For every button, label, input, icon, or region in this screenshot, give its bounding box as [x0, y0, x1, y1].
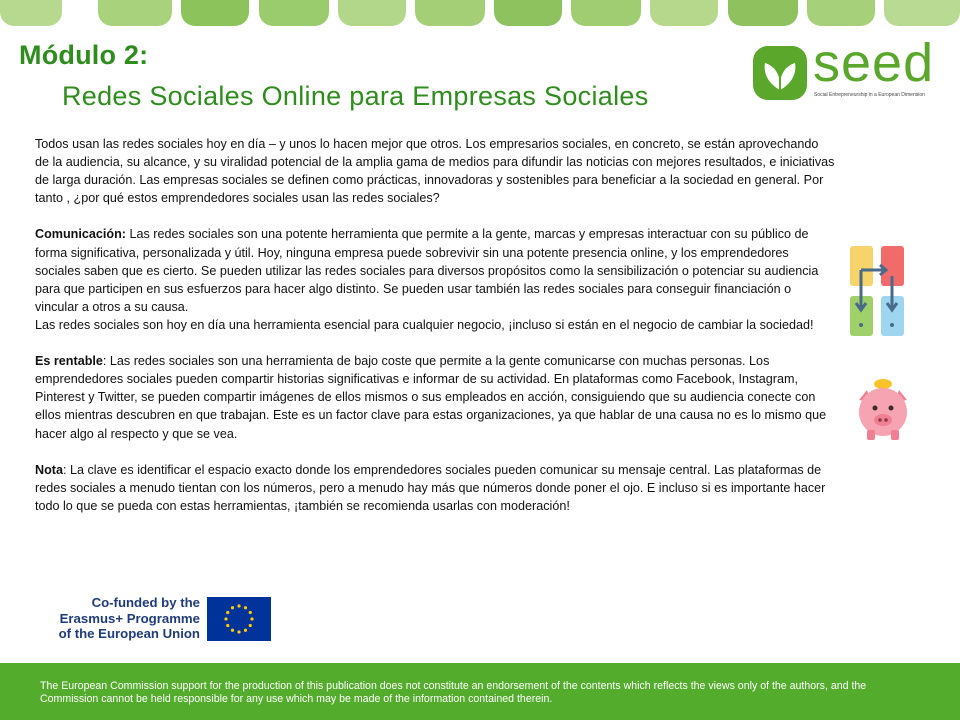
flowchart-icon [848, 246, 906, 338]
top-tab [728, 0, 798, 26]
module-label: Módulo 2: [19, 40, 149, 70]
top-tab [494, 0, 562, 26]
seed-leaf-icon [751, 44, 809, 102]
profitable-paragraph [35, 352, 835, 442]
top-tab [571, 0, 641, 26]
intro-paragraph: Todos usan las redes sociales hoy en día – y unos lo hacen mejor que otros. Los empresarios sociales, en concreto, se están aprovechando de la audiencia, su alcance, y su viralidad potencial de la amplia gama de medios para difundir las noticias con mejores resultados, e iniciativas de larga duración. Las empresas sociales se definen como prácticas, innovadoras y sostenibles para beneficiar a la sociedad en general. Por tanto , ¿por qué estos emprendedores sociales usan las redes sociales? [35, 137, 835, 206]
eu-line-3: of the European Union [58, 626, 200, 641]
eu-star [231, 606, 234, 609]
logo-wordmark: seed [813, 33, 935, 93]
eu-star [237, 604, 240, 607]
top-tab [650, 0, 718, 26]
top-tab [0, 0, 62, 26]
communication-text: Las redes sociales son una potente herramienta que permite a la gente, marcas y empresas interactuar con su público de forma significativa, personalizada y útil. Hoy, ninguna empresa puede sobrevivir sin una potente presencia online, y los emprendedores sociales saben que es cierto. Se pueden utilizar las redes sociales para diversos propósitos como la sensibilización o potenciar su audiencia para que participen en sus esfuerzos para hacer algo distinto. Se pueden usar también las redes sociales para conseguir financiación o vincular a otros a su causa. [35, 227, 819, 314]
eu-star [224, 617, 227, 620]
footer-disclaimer: The European Commission support for the production of this publication does not constitute an endorsement of the contents which reflects the views only of the authors, and the Commission cannot be held responsible for any use which may be made of the information contained therein. [40, 680, 867, 705]
eu-star [244, 606, 247, 609]
top-decorative-tabs [0, 0, 960, 30]
note-label: Nota [35, 462, 63, 477]
top-tab [98, 0, 172, 26]
footer-bar [0, 663, 960, 720]
profitable-text: : Las redes sociales son una herramienta de bajo coste que permite a la gente comunicarse con muchas personas. Los emprendedores sociales pueden compartir historias significativas e informar de su actividad. En plataformas como Facebook, Instagram, Pinterest y Twitter, se pueden compartir imágenes de ellos mismos o sus empleados en acción, consiguiendo que su audiencia conecte con ellos mientras descubren en que trabajan. Este es un factor clave para estas organizaciones, ya que hablar de una causa no es lo mismo que hacer algo al respecto y que se vea. [35, 354, 827, 441]
profitable-label: Es rentable [35, 354, 103, 369]
communication-paragraph [35, 225, 835, 315]
logo-tagline: Social Entrepreneurship in a European Dimension [814, 92, 925, 98]
content-body [35, 135, 835, 533]
note-paragraph [35, 461, 835, 515]
piggy-bank-icon [853, 378, 913, 442]
eu-cofunded-text [55, 595, 200, 642]
eu-line-1: Co-funded by the [91, 595, 200, 610]
communication-label: Comunicación: [35, 227, 126, 242]
communication-paragraph-2: Las redes sociales son hoy en día una herramienta esencial para cualquier negocio, ¡incluso si están en el negocio de cambiar la sociedad! [35, 317, 814, 332]
page-title: Redes Sociales Online para Empresas Sociales [62, 81, 649, 111]
eu-star [244, 629, 247, 632]
eu-star [226, 611, 229, 614]
eu-star [237, 630, 240, 633]
top-tab [884, 0, 960, 26]
eu-star [226, 624, 229, 627]
eu-star [249, 611, 252, 614]
eu-star [231, 629, 234, 632]
note-text: : La clave es identificar el espacio exacto donde los emprendedores sociales pueden comunicar su mensaje central. Las plataformas de redes sociales a menudo tientan con los números, pero a menudo hay más que números donde poner el ojo. E incluso si es importante hacer todo lo que se pueda con estas herramientas, ¡también se recomienda usarlas con moderación! [35, 462, 826, 513]
top-tab [807, 0, 875, 26]
eu-star [250, 617, 253, 620]
eu-star [249, 624, 252, 627]
eu-line-2: Erasmus+ Programme [59, 610, 200, 626]
top-tab [415, 0, 485, 26]
eu-flag-icon [207, 597, 271, 641]
seed-logo [751, 33, 935, 106]
top-tab [338, 0, 406, 26]
top-tab [259, 0, 329, 26]
top-tab [181, 0, 249, 26]
